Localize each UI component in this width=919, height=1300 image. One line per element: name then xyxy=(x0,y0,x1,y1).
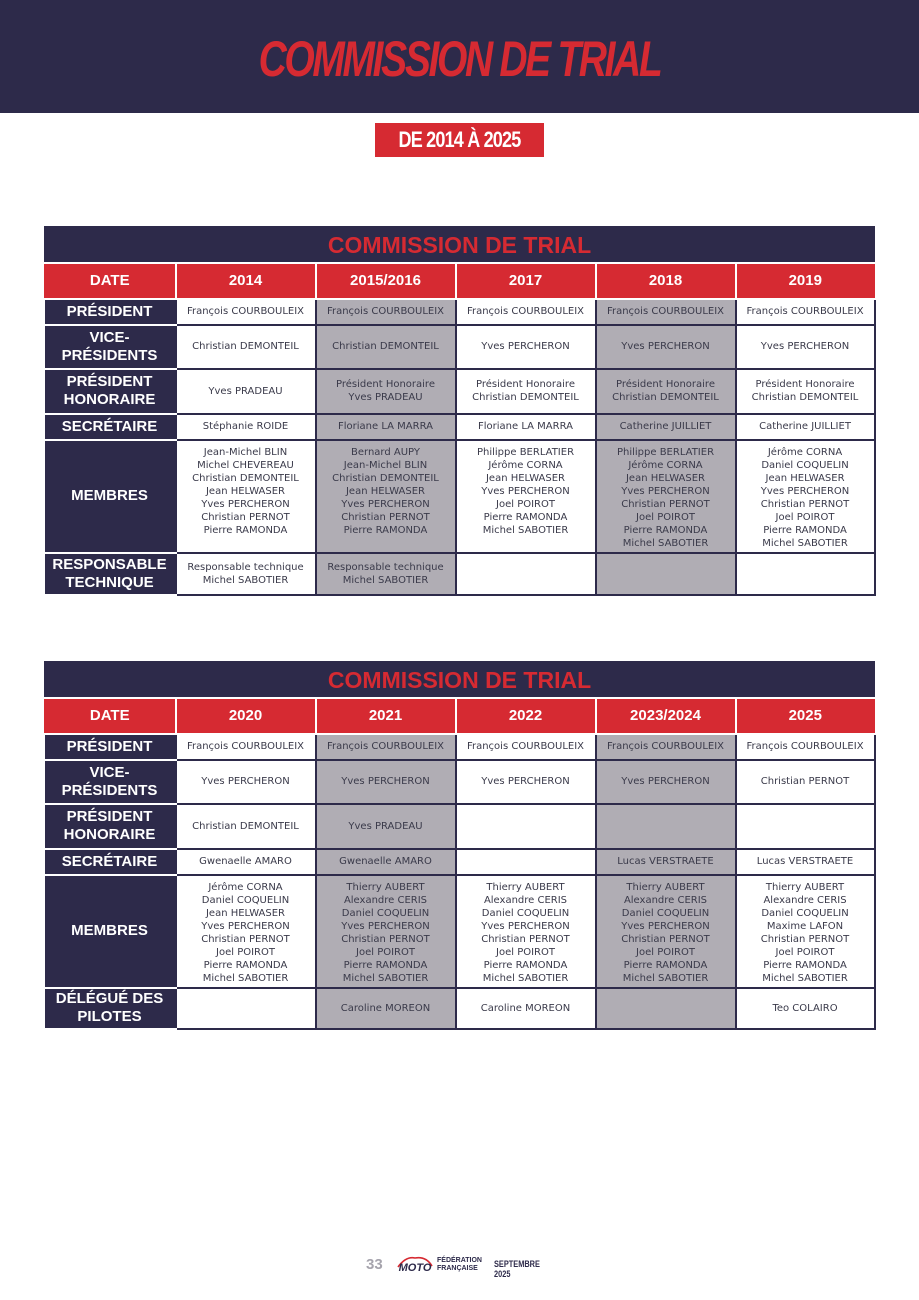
commission-table-2020-2025 xyxy=(44,661,876,1030)
table-row xyxy=(45,369,875,414)
honorary-president-cell: Christian DEMONTEIL xyxy=(176,804,316,849)
year-header: 2015/2016 xyxy=(316,263,456,299)
table-row xyxy=(45,804,875,849)
period-badge xyxy=(375,123,544,157)
pilot-delegate-cell xyxy=(176,988,316,1029)
table-row xyxy=(45,325,875,369)
pilot-delegate-cell: Caroline MOREON xyxy=(316,988,456,1029)
vice-president-cell: Yves PERCHERON xyxy=(316,760,456,804)
honorary-president-cell: Yves PRADEAU xyxy=(176,369,316,414)
technical-manager-cell: Responsable technique Michel SABOTIER xyxy=(176,553,316,595)
table-row xyxy=(45,760,875,804)
row-label-vice-presidents: VICE- PRÉSIDENTS xyxy=(45,325,176,369)
secretary-cell: Lucas VERSTRAETE xyxy=(596,849,736,875)
president-cell: François COURBOULEIX xyxy=(596,734,736,760)
issue-date: SEPTEMBRE 2025 xyxy=(494,1259,540,1279)
row-label-vice-presidents: VICE- PRÉSIDENTS xyxy=(45,760,176,804)
row-label-members: MEMBRES xyxy=(45,875,176,988)
moto-logo-text: MOTO xyxy=(398,1262,432,1274)
technical-manager-cell xyxy=(456,553,596,595)
table-row xyxy=(45,734,875,760)
year-header: 2020 xyxy=(176,698,316,734)
pilot-delegate-cell: Teo COLAIRO xyxy=(736,988,875,1029)
year-header: 2022 xyxy=(456,698,596,734)
vice-president-cell: Yves PERCHERON xyxy=(176,760,316,804)
secretary-cell: Catherine JUILLIET xyxy=(596,414,736,440)
row-label-honorary-president: PRÉSIDENT HONORAIRE xyxy=(45,804,176,849)
table-title: COMMISSION DE TRIAL xyxy=(45,227,875,263)
pilot-delegate-cell: Caroline MOREON xyxy=(456,988,596,1029)
year-header-row xyxy=(45,698,875,734)
table-row xyxy=(45,553,875,595)
row-label-president: PRÉSIDENT xyxy=(45,299,176,325)
row-label-secretary: SECRÉTAIRE xyxy=(45,414,176,440)
table-title: COMMISSION DE TRIAL xyxy=(45,662,875,698)
year-header: 2019 xyxy=(736,263,875,299)
technical-manager-cell xyxy=(736,553,875,595)
table-row xyxy=(45,849,875,875)
vice-president-cell: Yves PERCHERON xyxy=(596,325,736,369)
president-cell: François COURBOULEIX xyxy=(316,734,456,760)
president-cell: François COURBOULEIX xyxy=(736,734,875,760)
honorary-president-cell xyxy=(596,804,736,849)
president-cell: François COURBOULEIX xyxy=(176,299,316,325)
pilot-delegate-cell xyxy=(596,988,736,1029)
honorary-president-cell xyxy=(736,804,875,849)
honorary-president-cell: Président Honoraire Yves PRADEAU xyxy=(316,369,456,414)
row-label-secretary: SECRÉTAIRE xyxy=(45,849,176,875)
members-cell: Thierry AUBERT Alexandre CERIS Daniel COQUELIN Yves PERCHERON Christian PERNOT Joel POIROT Pierre RAMONDA Michel SABOTIER xyxy=(456,875,596,988)
honorary-president-cell: Président Honoraire Christian DEMONTEIL xyxy=(736,369,875,414)
year-header: 2017 xyxy=(456,263,596,299)
president-cell: François COURBOULEIX xyxy=(736,299,875,325)
federation-name: FÉDÉRATION FRANÇAISE xyxy=(437,1257,482,1272)
secretary-cell xyxy=(456,849,596,875)
members-cell: Thierry AUBERT Alexandre CERIS Daniel COQUELIN Yves PERCHERON Christian PERNOT Joel POIROT Pierre RAMONDA Michel SABOTIER xyxy=(596,875,736,988)
year-header: 2023/2024 xyxy=(596,698,736,734)
table-row xyxy=(45,414,875,440)
honorary-president-cell: Président Honoraire Christian DEMONTEIL xyxy=(456,369,596,414)
members-cell: Philippe BERLATIER Jérôme CORNA Jean HELWASER Yves PERCHERON Christian PERNOT Joel POIROT Pierre RAMONDA Michel SABOTIER xyxy=(596,440,736,553)
moto-logo-icon xyxy=(396,1254,434,1274)
page-title: COMMISSION DE TRIAL xyxy=(258,31,661,87)
honorary-president-cell: Président Honoraire Christian DEMONTEIL xyxy=(596,369,736,414)
members-cell: Jérôme CORNA Daniel COQUELIN Jean HELWASER Yves PERCHERON Christian PERNOT Joel POIROT Pierre RAMONDA Michel SABOTIER xyxy=(176,875,316,988)
date-header: DATE xyxy=(45,263,176,299)
honorary-president-cell: Yves PRADEAU xyxy=(316,804,456,849)
table-row xyxy=(45,875,875,988)
row-label-honorary-president: PRÉSIDENT HONORAIRE xyxy=(45,369,176,414)
row-label-pilot-delegate: DÉLÉGUÉ DES PILOTES xyxy=(45,988,176,1029)
date-header: DATE xyxy=(45,698,176,734)
secretary-cell: Lucas VERSTRAETE xyxy=(736,849,875,875)
table-row xyxy=(45,988,875,1029)
members-cell: Jean-Michel BLIN Michel CHEVEREAU Christian DEMONTEIL Jean HELWASER Yves PERCHERON Christian PERNOT Pierre RAMONDA xyxy=(176,440,316,553)
vice-president-cell: Yves PERCHERON xyxy=(456,325,596,369)
president-cell: François COURBOULEIX xyxy=(456,299,596,325)
president-cell: François COURBOULEIX xyxy=(456,734,596,760)
vice-president-cell: Christian DEMONTEIL xyxy=(316,325,456,369)
vice-president-cell: Yves PERCHERON xyxy=(596,760,736,804)
commission-table-2014-2019 xyxy=(44,226,876,596)
year-header: 2021 xyxy=(316,698,456,734)
members-cell: Thierry AUBERT Alexandre CERIS Daniel COQUELIN Maxime LAFON Christian PERNOT Joel POIROT Pierre RAMONDA Michel SABOTIER xyxy=(736,875,875,988)
vice-president-cell: Christian PERNOT xyxy=(736,760,875,804)
members-cell: Philippe BERLATIER Jérôme CORNA Jean HELWASER Yves PERCHERON Joel POIROT Pierre RAMONDA Michel SABOTIER xyxy=(456,440,596,553)
secretary-cell: Catherine JUILLIET xyxy=(736,414,875,440)
row-label-members: MEMBRES xyxy=(45,440,176,553)
vice-president-cell: Yves PERCHERON xyxy=(456,760,596,804)
secretary-cell: Floriane LA MARRA xyxy=(316,414,456,440)
page-footer xyxy=(366,1254,566,1278)
row-label-technical-manager: RESPONSABLE TECHNIQUE xyxy=(45,553,176,595)
year-header: 2014 xyxy=(176,263,316,299)
year-header: 2018 xyxy=(596,263,736,299)
page-number: 33 xyxy=(366,1256,383,1273)
row-label-president: PRÉSIDENT xyxy=(45,734,176,760)
vice-president-cell: Yves PERCHERON xyxy=(736,325,875,369)
president-cell: François COURBOULEIX xyxy=(316,299,456,325)
secretary-cell: Gwenaelle AMARO xyxy=(316,849,456,875)
secretary-cell: Stéphanie ROIDE xyxy=(176,414,316,440)
technical-manager-cell: Responsable technique Michel SABOTIER xyxy=(316,553,456,595)
members-cell: Thierry AUBERT Alexandre CERIS Daniel COQUELIN Yves PERCHERON Christian PERNOT Joel POIROT Pierre RAMONDA Michel SABOTIER xyxy=(316,875,456,988)
vice-president-cell: Christian DEMONTEIL xyxy=(176,325,316,369)
members-cell: Bernard AUPY Jean-Michel BLIN Christian DEMONTEIL Jean HELWASER Yves PERCHERON Christian PERNOT Pierre RAMONDA xyxy=(316,440,456,553)
period-text: DE 2014 À 2025 xyxy=(398,127,521,152)
technical-manager-cell xyxy=(596,553,736,595)
table-row xyxy=(45,440,875,553)
year-header: 2025 xyxy=(736,698,875,734)
president-cell: François COURBOULEIX xyxy=(596,299,736,325)
secretary-cell: Gwenaelle AMARO xyxy=(176,849,316,875)
members-cell: Jérôme CORNA Daniel COQUELIN Jean HELWASER Yves PERCHERON Christian PERNOT Joel POIROT Pierre RAMONDA Michel SABOTIER xyxy=(736,440,875,553)
president-cell: François COURBOULEIX xyxy=(176,734,316,760)
table-row xyxy=(45,299,875,325)
secretary-cell: Floriane LA MARRA xyxy=(456,414,596,440)
honorary-president-cell xyxy=(456,804,596,849)
year-header-row xyxy=(45,263,875,299)
